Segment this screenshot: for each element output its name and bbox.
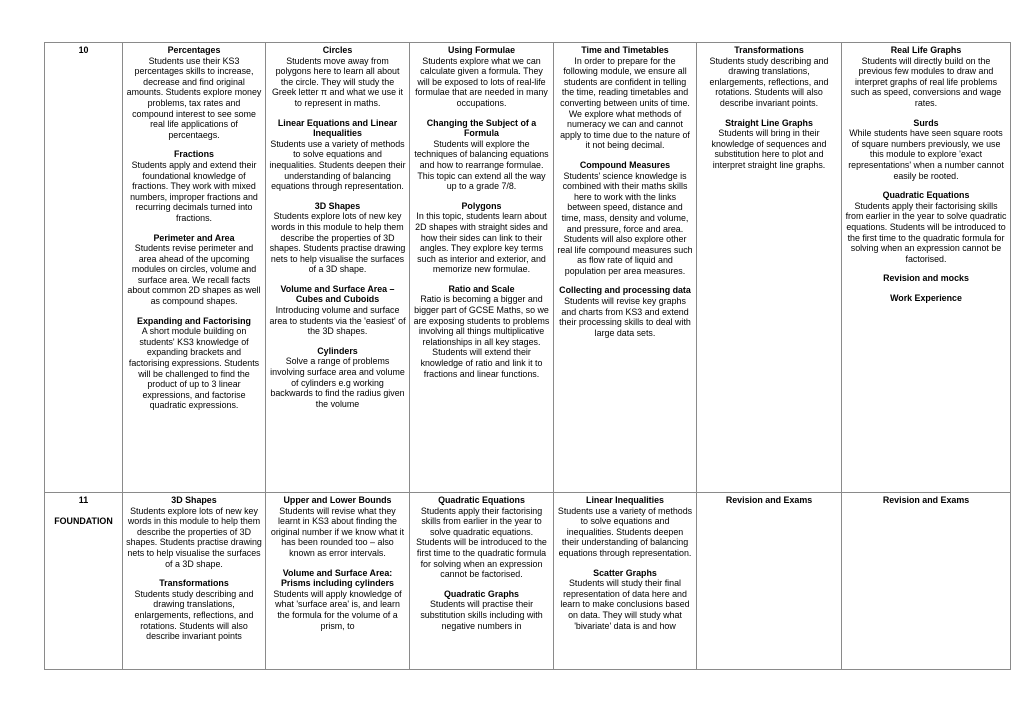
year-cell — [45, 493, 123, 670]
module-heading: Surds — [913, 117, 939, 128]
module-block — [413, 589, 550, 631]
module-description: In this topic, students learn about 2D shapes with straight sides and how their sides can link to their angles. They explore key terms such as interior and exterior, and memorize new formulae. — [415, 211, 548, 275]
module-cell — [842, 493, 1011, 670]
module-block — [557, 568, 693, 632]
year-label: 11 — [78, 495, 89, 505]
module-description: Students apply their factorising skills from earlier in the year to solve quadratic equations. Students will be introduced to the first time to the quadratic formula for solving when an expression cannot be factorised. — [845, 200, 1007, 264]
module-heading: Linear Equations and Linear Inequalities — [277, 117, 398, 139]
module-description: Students explore lots of new key words in this module to help them describe the properties of 3D shapes. Students practise drawing nets to help visualise the surfaces of a 3D shape. — [126, 505, 262, 569]
module-heading: Quadratic Equations — [882, 190, 970, 201]
module-block — [269, 346, 406, 410]
module-heading: Transformations — [159, 578, 229, 589]
curriculum-table — [44, 42, 1011, 670]
module-description: Students study describing and drawing translations, enlargements, reflections, and rotations. Students will also describe invariant points — [134, 588, 254, 642]
module-heading: Collecting and processing data — [559, 285, 691, 296]
module-description: Students explore lots of new key words in this module to help them describe the properties of 3D shapes. Students practise drawing nets to help visualise the surfaces of a 3D shape. — [269, 211, 406, 275]
module-description: Students will directly build on the previous few modules to draw and interpret graphs of real life problems such as speed, conversions and wage rates. — [850, 55, 1002, 108]
table-row — [45, 493, 1011, 670]
module-description: Students will revise key graphs and charts from KS3 and extend their processing skills to deal with large data sets. — [559, 296, 691, 338]
module-description: Students will revise what they learnt in KS3 about finding the original number if we know what it has been rounded too – also known as error intervals. — [270, 505, 405, 558]
module-heading: Quadratic Equations — [438, 495, 525, 505]
module-cell — [123, 493, 266, 670]
module-description: Students explore what we can calculate given a formula. They will be exposed to lots of real-life formulae that are needed in many occupations. — [415, 55, 548, 108]
module-description: Students use a variety of methods to solve equations and inequalities. Students deepen their understanding of balancing equations through representation. — [269, 138, 406, 192]
module-heading: Revision and Exams — [725, 495, 813, 505]
module-heading: Using Formulae — [447, 45, 516, 55]
module-block — [700, 45, 838, 109]
module-block — [269, 568, 406, 632]
module-cell — [554, 43, 697, 493]
module-block — [413, 118, 550, 192]
module-block — [413, 201, 550, 275]
module-cell — [697, 493, 842, 670]
module-heading: Linear Inequalities — [586, 495, 664, 505]
module-heading: Upper and Lower Bounds — [283, 495, 392, 505]
module-cell — [266, 493, 410, 670]
module-heading: Circles — [322, 45, 353, 55]
module-block — [269, 495, 406, 559]
module-description: Solve a range of problems involving surface area and volume of cylinders e.g working backwards to find the radius given the volume — [270, 356, 405, 409]
module-block — [126, 316, 262, 411]
module-heading: Straight Line Graphs — [725, 117, 813, 128]
module-block — [126, 45, 262, 140]
module-block — [845, 45, 1007, 109]
module-heading: Time and Timetables — [581, 45, 669, 55]
module-description: Students will practise their substitution skills including with negative numbers in — [420, 599, 543, 631]
module-heading: Compound Measures — [579, 159, 671, 170]
module-block — [557, 285, 693, 338]
module-description: Students apply and extend their foundational knowledge of fractions. They work with mixed numbers, improper fractions and recurring decimals turned into fractions. — [130, 159, 258, 223]
module-description: In order to prepare for the following module, we ensure all students are confident in telling the time, reading timetables and converting between units of time. We explore what methods of numeracy we can and cannot apply to time due to the nature of it not being decimal. — [560, 55, 690, 151]
module-block — [126, 578, 262, 642]
module-block — [845, 118, 1007, 182]
module-cell — [697, 43, 842, 493]
module-heading: Cylinders — [317, 345, 358, 356]
module-description: Students study describing and drawing translations, enlargements, reflections, and rotations. Students will also describe invariant points. — [709, 55, 829, 108]
module-heading: Revision and Exams — [882, 495, 970, 505]
module-description: Students move away from polygons here to learn all about the circle. They will study the Greek letter π and what we use it to represent in maths. — [272, 55, 403, 108]
module-heading: Ratio and Scale — [448, 283, 515, 294]
module-block — [845, 495, 1007, 506]
module-heading: Volume and Surface Area – Cubes and Cuboids — [280, 283, 395, 305]
module-description: A short module building on students' KS3 knowledge of expanding brackets and factorising expressions. Students will be challenged to find the product of up to 3 linear expressions, and factorise quadratic expressions. — [128, 326, 260, 411]
module-cell — [842, 43, 1011, 493]
module-heading: Percentages — [167, 45, 221, 55]
module-cell — [123, 43, 266, 493]
module-block — [557, 45, 693, 151]
module-heading: Fractions — [174, 149, 214, 160]
module-block — [845, 190, 1007, 264]
module-description: Students use their KS3 percentages skills to increase, decrease and find original amounts. Students explore money problems, tax rates and compound interest to see some real life applications of percentaegs. — [126, 55, 262, 140]
module-description: While students have seen square roots of square numbers previously, we use this module to explore 'exact representations' when a number cannot easily be rooted. — [848, 128, 1004, 181]
module-block — [269, 118, 406, 192]
module-description: Ratio is becoming a bigger and bigger part of GCSE Maths, so we are exposing students to problems involving all things multiplicative relationships in all key stages. Students will extend their knowledge of ratio and link it to fractions and linear functions. — [413, 294, 550, 379]
year-cell — [45, 43, 123, 493]
module-block — [413, 45, 550, 109]
module-block — [845, 273, 1007, 284]
module-heading: Revision and mocks — [883, 273, 969, 284]
module-cell — [410, 43, 554, 493]
module-heading: 3D Shapes — [171, 495, 217, 505]
module-cell — [410, 493, 554, 670]
module-description: Students will explore the techniques of balancing equations and how to rearrange formulae. This topic can extend all the way up to a grade 7/8. — [414, 138, 549, 192]
module-block — [557, 495, 693, 559]
module-description: Students will study their final representation of data here and learn to make conclusions based on data. They will study what 'bivariate' data is and how — [560, 578, 690, 631]
module-block — [126, 149, 262, 223]
module-description: Students will bring in their knowledge of sequences and substitution here to plot and interpret straight line graphs. — [711, 128, 827, 170]
module-heading: Polygons — [461, 200, 502, 211]
module-block — [557, 160, 693, 277]
year-label: 10 — [78, 45, 89, 55]
module-block — [269, 45, 406, 109]
module-block — [126, 495, 262, 569]
module-cell — [554, 493, 697, 670]
module-description: Students will apply knowledge of what 'surface area' is, and learn the formula for the volume of a prism, to — [273, 588, 402, 631]
module-description: Students apply their factorising skills from earlier in the year to solve quadratic equations. Students will be introduced to the first time to the quadratic formula for solving when an expression cannot be factorised. — [416, 505, 547, 580]
module-cell — [266, 43, 410, 493]
module-heading: Quadratic Graphs — [444, 588, 519, 599]
module-heading: Work Experience — [890, 292, 962, 303]
module-block — [413, 284, 550, 379]
module-heading: Changing the Subject of a Formula — [426, 117, 537, 139]
table-row — [45, 43, 1011, 493]
module-description: Students' science knowledge is combined with their maths skills here to work with the links between speed, distance and time, mass, density and volume, and pressure, force and area. Students will also explore other real life compound measures such as flow rate of liquid and population per area measures. — [557, 170, 693, 276]
module-block — [700, 118, 838, 171]
module-heading: Volume and Surface Area: Prisms including cylinders — [281, 567, 394, 589]
module-block — [269, 201, 406, 275]
module-description: Students use a variety of methods to solve equations and inequalities. Students deepen their understanding of balancing equations through representation. — [557, 505, 693, 558]
module-block — [845, 293, 1007, 304]
module-description: Introducing volume and surface area to students via the 'easiest' of the 3D shapes. — [269, 305, 406, 337]
tier-label: FOUNDATION — [54, 515, 113, 526]
module-block — [700, 495, 838, 506]
module-description: Students revise perimeter and area ahead of the upcoming modules on circles, volume and surface area. We recall facts about common 2D shapes as well as compound shapes. — [127, 243, 261, 307]
module-block — [269, 284, 406, 337]
module-heading: Expanding and Factorising — [137, 315, 251, 326]
module-heading: Perimeter and Area — [153, 232, 235, 243]
module-block — [413, 495, 550, 580]
module-heading: 3D Shapes — [314, 200, 361, 211]
module-heading: Scatter Graphs — [593, 567, 657, 578]
module-heading: Transformations — [734, 45, 804, 55]
module-block — [126, 233, 262, 307]
module-heading: Real Life Graphs — [890, 45, 962, 55]
